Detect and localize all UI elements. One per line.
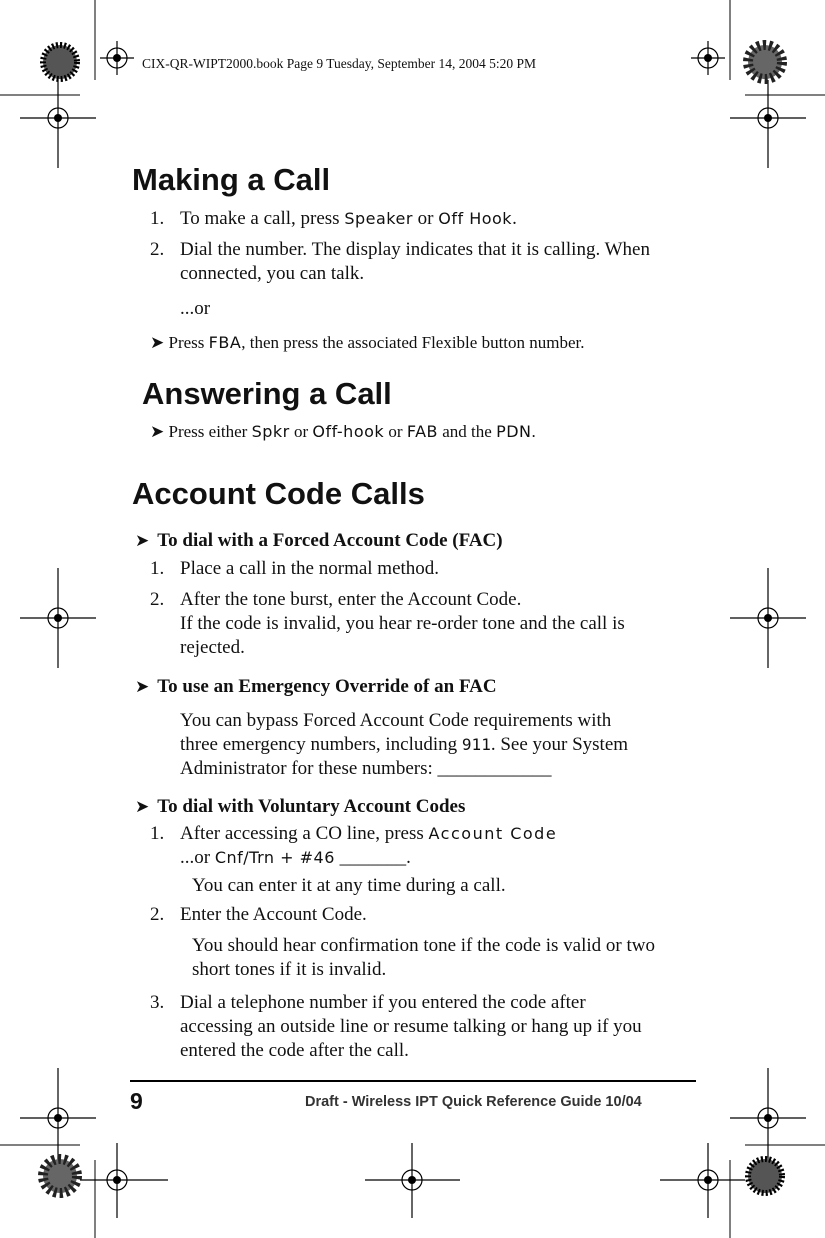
arrow-icon: ➤ — [150, 333, 165, 353]
key-pdn: PDN — [496, 422, 532, 441]
footer-title: Draft - Wireless IPT Quick Reference Guide 10/04 — [305, 1094, 642, 1110]
key-off-hook: Off Hook — [438, 209, 513, 228]
key-cnf-trn: Cnf/Trn + #46 — [214, 848, 335, 867]
fac-heading: ➤ To dial with a Forced Account Code (FAC) — [135, 530, 503, 551]
making-or: ...or — [180, 298, 211, 319]
page-number: 9 — [130, 1088, 143, 1114]
key-fba: FBA — [208, 333, 242, 352]
override-heading: ➤ To use an Emergency Override of an FAC — [135, 676, 497, 697]
key-off-hook: Off-hook — [312, 422, 385, 441]
key-speaker: Speaker — [344, 209, 413, 228]
print-header: CIX-QR-WIPT2000.book Page 9 Tuesday, September 14, 2004 5:20 PM — [142, 56, 536, 71]
arrow-icon: ➤ — [135, 677, 150, 697]
key-account-code: Account Code — [428, 824, 558, 843]
answering-line: ➤ Press either Spkr or Off-hook or FAB and the PDN. — [150, 422, 536, 442]
footer-rule — [130, 1080, 696, 1082]
arrow-icon: ➤ — [135, 797, 150, 817]
key-spkr: Spkr — [251, 422, 290, 441]
arrow-icon: ➤ — [150, 422, 165, 442]
making-alt: ➤ Press FBA, then press the associated Flexible button number. — [150, 333, 585, 353]
voluntary-heading: ➤ To dial with Voluntary Account Codes — [135, 796, 466, 817]
answering-call-title: Answering a Call — [142, 376, 392, 411]
arrow-icon: ➤ — [135, 531, 150, 551]
account-code-title: Account Code Calls — [132, 476, 425, 511]
key-fab: FAB — [406, 422, 438, 441]
override-text: You can bypass Forced Account Code requirements with three emergency numbers, including 911. See your System Administrator for these numbers: ____________ — [180, 710, 629, 779]
making-call-title: Making a Call — [132, 162, 331, 197]
key-911: 911 — [461, 735, 491, 754]
